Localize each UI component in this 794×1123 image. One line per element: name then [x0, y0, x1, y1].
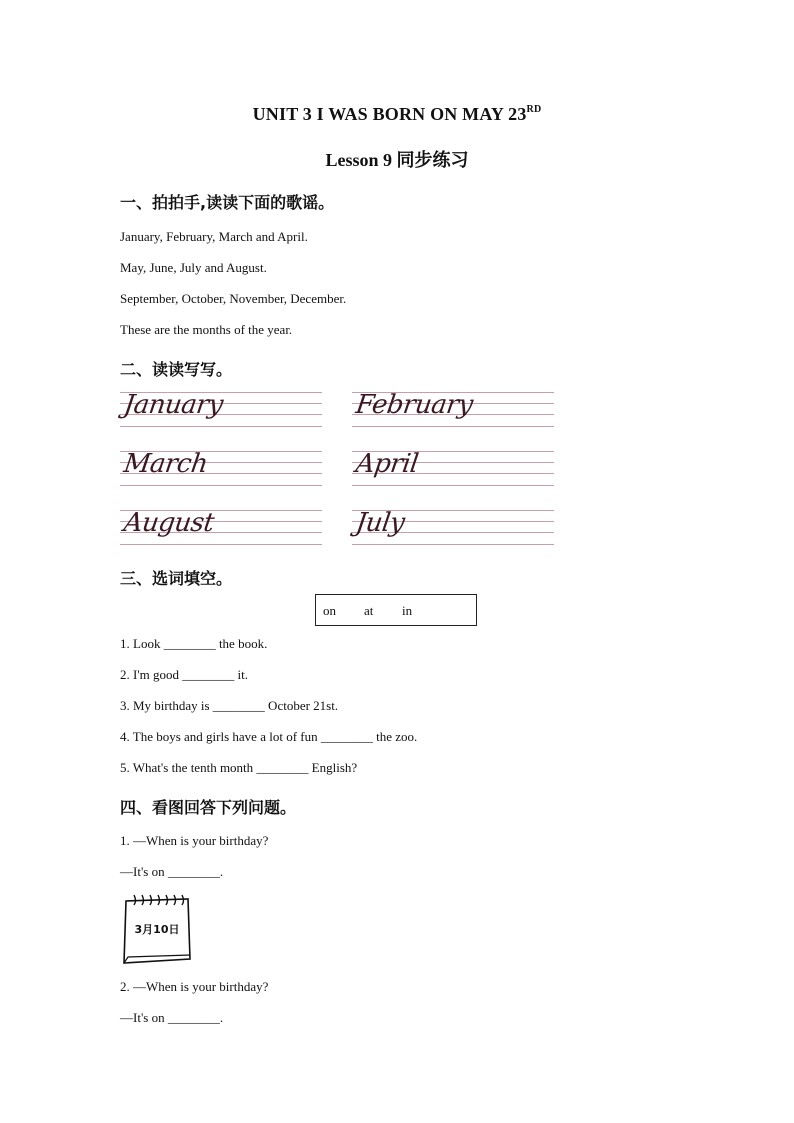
chant-line-3: September, October, November, December.	[120, 291, 347, 306]
section-2-heading: 二、读读写写。	[120, 360, 233, 379]
handwriting-august: August	[121, 508, 216, 538]
handwriting-april: April	[353, 449, 421, 479]
word-option-at: at	[364, 603, 374, 618]
answer-2: —It's on ________.	[120, 1010, 224, 1025]
section-1-heading: 一、拍拍手,读读下面的歌谣。	[120, 193, 335, 212]
fill-item-1: 1. Look ________ the book.	[120, 636, 268, 651]
fill-item-2: 2. I'm good ________ it.	[120, 667, 249, 682]
writing-block-april	[352, 449, 554, 489]
writing-block-february	[352, 390, 554, 430]
section-3-heading: 三、选词填空。	[120, 569, 233, 588]
chant-line-2: May, June, July and August.	[120, 260, 267, 275]
section-4-heading: 四、看图回答下列问题。	[120, 798, 297, 817]
answer-1: —It's on ________.	[120, 864, 224, 879]
writing-block-july	[352, 508, 554, 548]
handwriting-february: February	[353, 390, 475, 420]
handwriting-january: January	[121, 390, 225, 420]
page-title	[0, 104, 794, 125]
writing-block-march	[120, 449, 322, 489]
lesson-subtitle: Lesson 9 同步练习	[325, 150, 469, 170]
writing-block-january	[120, 390, 322, 430]
calendar-image	[120, 893, 194, 967]
word-option-on: on	[323, 603, 336, 618]
chant-line-1: January, February, March and April.	[120, 229, 308, 244]
handwriting-march: March	[121, 449, 210, 479]
title-superscript: RD	[526, 104, 542, 115]
fill-item-4: 4. The boys and girls have a lot of fun ________ the zoo.	[120, 729, 418, 744]
writing-block-august	[120, 508, 322, 548]
chant-line-4: These are the months of the year.	[120, 322, 293, 337]
handwriting-july: July	[353, 508, 407, 538]
word-options-box	[315, 594, 477, 626]
fill-item-5: 5. What's the tenth month ________ English?	[120, 760, 358, 775]
word-option-in: in	[402, 603, 413, 618]
title-main: UNIT 3 I WAS BORN ON MAY 23	[252, 104, 527, 124]
fill-item-3: 3. My birthday is ________ October 21st.	[120, 698, 339, 713]
question-1: 1. —When is your birthday?	[120, 833, 269, 848]
calendar-date-label: 3月10日	[134, 923, 180, 936]
question-2: 2. —When is your birthday?	[120, 979, 269, 994]
